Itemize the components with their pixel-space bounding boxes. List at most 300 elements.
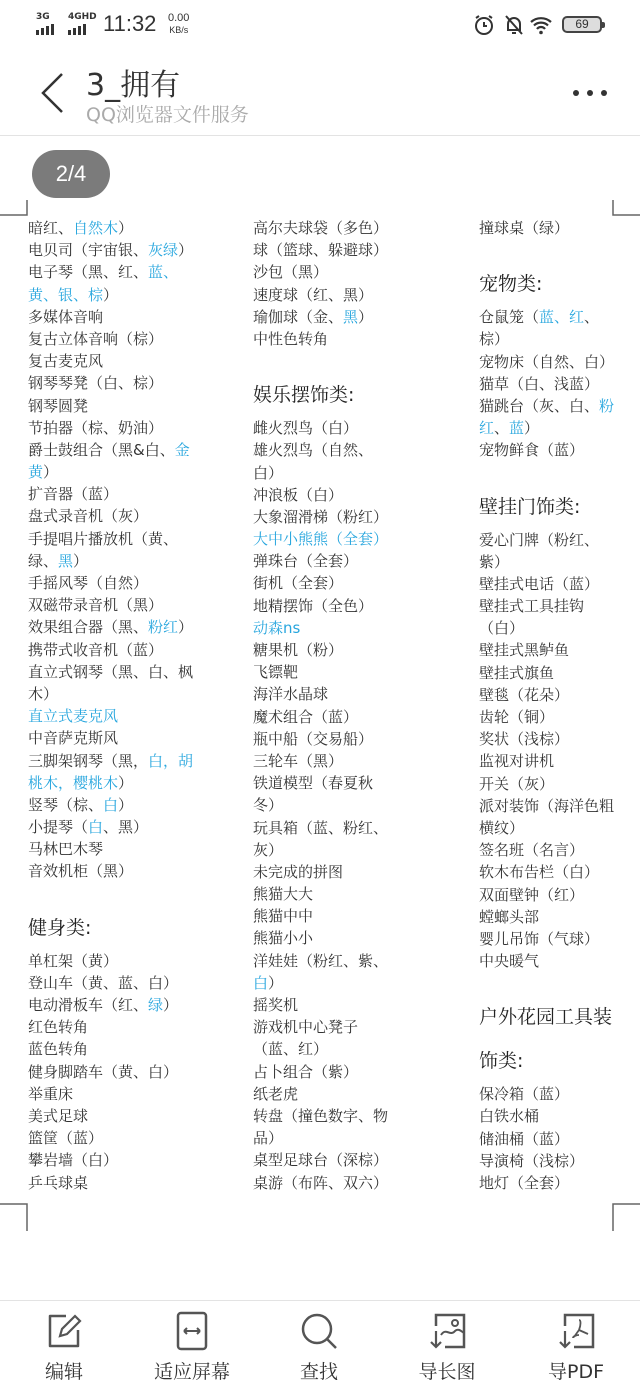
item-text: 飞镖靶 xyxy=(253,663,299,682)
page-corner-mark xyxy=(0,200,28,216)
list-item xyxy=(253,261,388,283)
network-label-4g: 4GHD xyxy=(68,12,97,22)
item-text: 马林巴木琴 xyxy=(28,840,104,859)
category-heading-text: 宠物类: xyxy=(479,273,543,296)
list-item xyxy=(253,750,388,772)
list-item xyxy=(28,1038,193,1060)
item-text: 洋娃娃（粉红、紫、 xyxy=(253,951,389,970)
list-item xyxy=(479,928,614,950)
document-column-3 xyxy=(479,217,614,1194)
item-text: 单杠架（黄） xyxy=(28,951,119,970)
item-text: 木） xyxy=(28,684,59,703)
page-corner-mark xyxy=(612,1203,640,1231)
wifi-icon xyxy=(529,13,553,37)
list-item xyxy=(479,1128,614,1150)
item-text: ） xyxy=(178,241,194,260)
list-item xyxy=(253,905,388,927)
export-pdf-label: 导PDF xyxy=(547,1361,605,1383)
list-item xyxy=(253,639,388,661)
highlighted-text: 白 xyxy=(103,795,119,814)
list-item xyxy=(253,817,388,839)
export-pdf-icon xyxy=(556,1311,596,1351)
list-item xyxy=(28,727,193,749)
item-text: 海洋水晶球 xyxy=(253,685,329,704)
item-text: 爱心门牌（粉红、 xyxy=(479,530,600,549)
item-text: 壁挂式电话（蓝） xyxy=(479,574,600,593)
item-text: 红色转角 xyxy=(28,1018,89,1037)
mute-bell-icon xyxy=(502,13,526,37)
list-item xyxy=(28,239,193,261)
list-item xyxy=(28,1149,193,1171)
speed-unit: KB/s xyxy=(169,25,189,35)
item-text: 音效机柜（黑） xyxy=(28,862,134,881)
item-text: ） xyxy=(118,795,134,814)
item-text: 高尔夫球袋（多色） xyxy=(253,219,389,237)
list-item xyxy=(479,1083,614,1105)
item-text: 软木布告栏（白） xyxy=(479,863,600,882)
category-heading xyxy=(479,239,614,306)
list-item xyxy=(28,217,193,239)
item-text: 手摇风琴（自然） xyxy=(28,574,149,592)
item-text: 婴儿吊饰（气球） xyxy=(479,929,600,948)
item-text: ） xyxy=(118,773,134,792)
item-text: 猫跳台（灰、白、 xyxy=(479,396,600,415)
item-text: 复古麦克风 xyxy=(28,352,104,371)
item-text: 三轮车（黑） xyxy=(253,751,344,770)
item-text: 储油桶（蓝） xyxy=(479,1129,570,1148)
list-item xyxy=(253,1149,388,1171)
battery-indicator: 69 xyxy=(562,16,602,33)
item-text: 小提琴（ xyxy=(28,818,89,837)
list-item xyxy=(479,617,614,639)
list-item xyxy=(253,439,388,461)
clock: 11:32 xyxy=(103,11,157,36)
list-item xyxy=(28,372,193,394)
item-text: 白） xyxy=(253,463,284,482)
status-bar xyxy=(0,0,640,50)
network-speed xyxy=(168,12,189,36)
highlighted-text: 红 xyxy=(479,419,495,438)
list-item xyxy=(253,528,388,550)
item-text: 占卜组合（紫） xyxy=(253,1062,359,1081)
list-item xyxy=(28,860,193,882)
category-heading-text: 健身类: xyxy=(28,916,92,939)
list-item xyxy=(253,484,388,506)
item-text: 速度球（红、黑） xyxy=(253,285,374,304)
item-text: 开关（灰） xyxy=(479,774,555,793)
item-text: 签名班（名言） xyxy=(479,841,585,860)
list-item xyxy=(28,1061,193,1083)
bottom-toolbar xyxy=(0,1300,640,1386)
item-text: 桌型足球台（深棕） xyxy=(253,1151,389,1170)
item-text: 钢琴琴凳（白、棕） xyxy=(28,374,164,393)
alarm-icon xyxy=(472,13,496,37)
highlighted-text: 绿 xyxy=(148,996,164,1014)
item-text: 地灯（全套） xyxy=(479,1174,570,1192)
network-label-3g: 3G xyxy=(36,12,50,22)
list-item xyxy=(479,817,614,839)
item-text: 美式足球 xyxy=(28,1106,89,1125)
list-item xyxy=(253,1061,388,1083)
item-text: 游戏机中心凳子 xyxy=(253,1018,359,1037)
list-item xyxy=(253,617,388,639)
list-item xyxy=(28,838,193,860)
item-text: 多媒体音响 xyxy=(28,307,104,326)
item-text: 雌火烈鸟（白） xyxy=(253,419,359,438)
item-text: 桌游（布阵、双六） xyxy=(253,1173,389,1192)
list-item xyxy=(253,927,388,949)
list-item xyxy=(479,884,614,906)
item-text: 盘式录音机（灰） xyxy=(28,507,149,526)
highlighted-text: 粉 xyxy=(599,396,615,415)
item-text: 节拍器（棕、奶油） xyxy=(28,418,164,437)
list-item xyxy=(479,684,614,706)
list-item xyxy=(28,550,193,572)
list-item xyxy=(253,772,388,794)
highlighted-text: 灰绿 xyxy=(148,241,179,260)
list-item xyxy=(479,529,614,551)
list-item xyxy=(28,816,193,838)
fit-screen-label: 适应屏幕 xyxy=(153,1361,230,1383)
item-text: 电贝司（宇宙银、 xyxy=(28,241,149,260)
list-item xyxy=(253,217,388,239)
item-text: 街机（全套） xyxy=(253,574,344,593)
list-item xyxy=(28,261,193,283)
list-item xyxy=(253,572,388,594)
item-text: 健身脚踏车（黄、白） xyxy=(28,1062,179,1081)
category-heading-text: 壁挂门饰类: xyxy=(479,495,581,518)
list-item xyxy=(479,728,614,750)
list-item xyxy=(253,417,388,439)
list-item xyxy=(253,1105,388,1127)
list-item xyxy=(253,794,388,816)
item-text: 壁挂式旗鱼 xyxy=(479,663,555,682)
item-text: 双磁带录音机（黑） xyxy=(28,596,164,615)
item-text: ） xyxy=(524,419,540,438)
highlighted-text: 白 xyxy=(253,973,269,992)
list-item xyxy=(28,683,193,705)
item-text: 电子琴（黑、红、 xyxy=(28,263,149,282)
list-item xyxy=(479,217,614,239)
list-item xyxy=(253,661,388,683)
list-item xyxy=(28,328,193,350)
item-text: 、黑） xyxy=(103,818,149,837)
highlighted-text: 动森ns xyxy=(253,618,301,637)
list-item xyxy=(479,662,614,684)
item-text: 直立式钢琴（黑、白、枫 xyxy=(28,662,194,681)
item-text: ） xyxy=(268,973,284,992)
category-heading xyxy=(479,972,614,1083)
item-text: 纸老虎 xyxy=(253,1084,299,1103)
back-button[interactable] xyxy=(38,70,68,116)
list-item xyxy=(28,639,193,661)
page-subtitle: QQ浏览器文件服务 xyxy=(86,104,249,126)
item-text: 沙包（黑） xyxy=(253,263,329,282)
list-item xyxy=(28,439,193,461)
item-text: 乒乓球桌 xyxy=(28,1173,89,1192)
item-text: 齿轮（铜） xyxy=(479,708,555,726)
item-text: 熊猫中中 xyxy=(253,907,314,926)
highlighted-text: 蓝、红 xyxy=(539,308,585,327)
list-item xyxy=(479,750,614,772)
item-text: 爵士鼓组合（黑&白、 xyxy=(28,440,175,459)
list-item xyxy=(28,1127,193,1149)
list-item xyxy=(28,483,193,505)
category-heading-text: 饰类: xyxy=(479,1050,524,1073)
item-text: 、 xyxy=(494,419,510,438)
item-text: 灰） xyxy=(253,840,284,859)
list-item xyxy=(253,728,388,750)
highlighted-text: 桃木，樱桃木 xyxy=(28,773,119,792)
list-item xyxy=(479,1105,614,1127)
item-text: 钢琴圆凳 xyxy=(28,396,89,415)
item-text: 奖状（浅棕） xyxy=(479,730,570,749)
list-item xyxy=(28,705,193,727)
list-item xyxy=(253,1172,388,1194)
list-item xyxy=(253,950,388,972)
list-item xyxy=(479,906,614,928)
list-item xyxy=(253,683,388,705)
more-options-icon[interactable] xyxy=(572,88,608,98)
item-text: 攀岩墙（白） xyxy=(28,1151,119,1170)
item-text: 魔术组合（蓝） xyxy=(253,707,359,726)
list-item xyxy=(253,1038,388,1060)
list-item xyxy=(28,594,193,616)
item-text: ） xyxy=(178,618,194,637)
page-indicator: 2/4 xyxy=(32,150,110,198)
list-item xyxy=(479,395,614,417)
highlighted-text: 蓝、 xyxy=(148,263,179,282)
item-text: 监视对讲机 xyxy=(479,752,555,771)
item-text: 宠物鲜食（蓝） xyxy=(479,441,585,460)
item-text: 大象溜滑梯（粉红） xyxy=(253,507,389,526)
edit-label: 编辑 xyxy=(44,1361,83,1383)
item-text: 摇奖机 xyxy=(253,996,299,1014)
list-item xyxy=(253,595,388,617)
list-item xyxy=(28,395,193,417)
page-corner-mark xyxy=(0,1203,28,1231)
item-text: 铁道模型（春夏秋 xyxy=(253,774,374,793)
item-text: 竖琴（棕、 xyxy=(28,795,104,814)
list-item xyxy=(253,706,388,728)
item-text: 蓝色转角 xyxy=(28,1040,89,1059)
item-text: 、 xyxy=(584,308,600,327)
item-text: ） xyxy=(73,551,89,570)
item-text: 携带式收音机（蓝） xyxy=(28,640,164,659)
app-header xyxy=(0,50,640,136)
list-item xyxy=(28,1105,193,1127)
list-item xyxy=(479,417,614,439)
list-item xyxy=(253,861,388,883)
list-item xyxy=(479,773,614,795)
highlighted-text: 黄、银、棕 xyxy=(28,285,104,304)
highlighted-text: 粉红 xyxy=(148,618,179,637)
list-item xyxy=(479,1172,614,1194)
list-item xyxy=(479,795,614,817)
category-heading xyxy=(28,883,193,950)
item-text: 冬） xyxy=(253,796,284,815)
item-text: 三脚架钢琴（黑， xyxy=(28,751,149,770)
list-item xyxy=(28,306,193,328)
list-item xyxy=(253,1127,388,1149)
highlighted-text: 黄 xyxy=(28,463,44,482)
list-item xyxy=(28,994,193,1016)
export-image-label: 导长图 xyxy=(418,1361,476,1383)
item-text: 棕） xyxy=(479,330,510,349)
list-item xyxy=(28,1083,193,1105)
highlighted-text: 白 xyxy=(88,818,104,837)
page-title: 3_拥有 xyxy=(86,68,181,103)
list-item xyxy=(28,1172,193,1194)
item-text: 导演椅（浅棕） xyxy=(479,1151,585,1170)
item-text: 未完成的拼图 xyxy=(253,862,344,881)
list-item xyxy=(253,883,388,905)
category-heading-text: 户外花园工具装 xyxy=(479,1006,613,1029)
list-item xyxy=(479,639,614,661)
item-text: 登山车（黄、蓝、白） xyxy=(28,973,179,992)
category-heading xyxy=(479,462,614,529)
item-text: 雄火烈鸟（自然、 xyxy=(253,441,374,460)
item-text: 螳螂头部 xyxy=(479,907,540,926)
list-item xyxy=(28,572,193,594)
export-image-icon xyxy=(427,1311,467,1351)
list-item xyxy=(28,461,193,483)
item-text: 撞球桌（绿） xyxy=(479,219,570,237)
item-text: 转盘（撞色数字、物 xyxy=(253,1106,389,1125)
item-text: 复古立体音响（棕） xyxy=(28,329,164,348)
item-text: 中音萨克斯风 xyxy=(28,729,119,748)
item-text: 扩音器（蓝） xyxy=(28,485,119,504)
item-text: 弹珠台（全套） xyxy=(253,552,359,571)
item-text: 双面壁钟（红） xyxy=(479,885,585,904)
item-text: 球（篮球、躲避球） xyxy=(253,241,389,260)
list-item xyxy=(28,616,193,638)
list-item xyxy=(479,1150,614,1172)
list-item xyxy=(253,506,388,528)
item-text: 壁毯（花朵） xyxy=(479,685,570,704)
item-text: 中性色转角 xyxy=(253,329,329,348)
item-text: 紫） xyxy=(479,552,510,571)
item-text: 糖果机（粉） xyxy=(253,641,344,659)
list-item xyxy=(479,351,614,373)
list-item xyxy=(28,350,193,372)
highlighted-text: 蓝 xyxy=(509,419,525,438)
list-item xyxy=(479,595,614,617)
list-item xyxy=(253,462,388,484)
item-text: 仓鼠笼（ xyxy=(479,308,540,327)
item-text: 熊猫大大 xyxy=(253,885,314,904)
list-item xyxy=(479,439,614,461)
search-button[interactable] xyxy=(264,1311,374,1384)
highlighted-text: 黑 xyxy=(343,307,359,326)
item-text: ） xyxy=(43,463,59,482)
search-label: 查找 xyxy=(299,1361,338,1383)
list-item xyxy=(28,417,193,439)
export-image-button[interactable] xyxy=(392,1311,502,1384)
document-column-1 xyxy=(28,217,193,1194)
list-item xyxy=(253,239,388,261)
list-item xyxy=(479,373,614,395)
item-text: 电动滑板车（红、 xyxy=(28,996,149,1014)
list-item xyxy=(479,706,614,728)
highlighted-text: 大中小熊熊（全套） xyxy=(253,530,389,549)
item-text: 绿、 xyxy=(28,551,59,570)
list-item xyxy=(28,661,193,683)
list-item xyxy=(479,839,614,861)
item-text: 篮筐（蓝） xyxy=(28,1129,104,1148)
list-item xyxy=(253,839,388,861)
item-text: 暗红、 xyxy=(28,219,74,237)
list-item xyxy=(253,328,388,350)
speed-value: 0.00 xyxy=(168,12,190,24)
export-pdf-button[interactable] xyxy=(521,1311,631,1384)
signal-icon xyxy=(68,24,86,35)
search-icon xyxy=(299,1311,339,1351)
item-text: （蓝、红） xyxy=(253,1040,329,1059)
item-text: 壁挂式工具挂钩 xyxy=(479,597,585,616)
category-heading-text: 娱乐摆饰类: xyxy=(253,384,355,407)
item-text: （白） xyxy=(479,619,525,638)
item-text: 玩具箱（蓝、粉红、 xyxy=(253,818,389,837)
highlighted-text: 金 xyxy=(174,440,190,459)
list-item xyxy=(28,972,193,994)
list-item xyxy=(253,972,388,994)
list-item xyxy=(28,794,193,816)
list-item xyxy=(479,950,614,972)
item-text: 横纹） xyxy=(479,818,525,837)
item-text: 举重床 xyxy=(28,1084,74,1103)
item-text: 熊猫小小 xyxy=(253,929,314,948)
item-text: 地精摆饰（全色） xyxy=(253,596,374,615)
item-text: ） xyxy=(118,219,134,237)
item-text: 猫草（白、浅蓝） xyxy=(479,374,600,393)
item-text: 效果组合器（黑、 xyxy=(28,618,149,637)
highlighted-text: 白，胡 xyxy=(148,751,194,770)
list-item xyxy=(253,994,388,1016)
item-text: 瓶中船（交易船） xyxy=(253,729,374,748)
item-text: 白铁水桶 xyxy=(479,1107,540,1126)
fit-screen-button[interactable] xyxy=(137,1311,247,1384)
highlighted-text: 自然木 xyxy=(73,219,119,237)
list-item xyxy=(28,750,193,772)
list-item xyxy=(28,772,193,794)
list-item xyxy=(253,1016,388,1038)
item-text: ） xyxy=(103,285,119,304)
item-text: 中央暖气 xyxy=(479,952,540,971)
list-item xyxy=(253,550,388,572)
edit-icon xyxy=(44,1311,84,1351)
list-item xyxy=(253,306,388,328)
list-item xyxy=(253,284,388,306)
highlighted-text: 黑 xyxy=(58,551,74,570)
item-text: 品） xyxy=(253,1129,284,1148)
fit-screen-icon xyxy=(172,1311,212,1351)
list-item xyxy=(479,306,614,328)
item-text: ） xyxy=(163,996,179,1014)
highlighted-text: 直立式麦克风 xyxy=(28,707,119,726)
list-item xyxy=(28,950,193,972)
list-item xyxy=(28,1016,193,1038)
item-text: 瑜伽球（金、 xyxy=(253,307,344,326)
list-item xyxy=(253,1083,388,1105)
signal-icon xyxy=(36,24,54,35)
list-item xyxy=(479,551,614,573)
item-text: 派对装饰（海洋色粗 xyxy=(479,796,615,815)
edit-button[interactable] xyxy=(9,1311,119,1384)
list-item xyxy=(28,528,193,550)
list-item xyxy=(479,573,614,595)
list-item xyxy=(479,861,614,883)
